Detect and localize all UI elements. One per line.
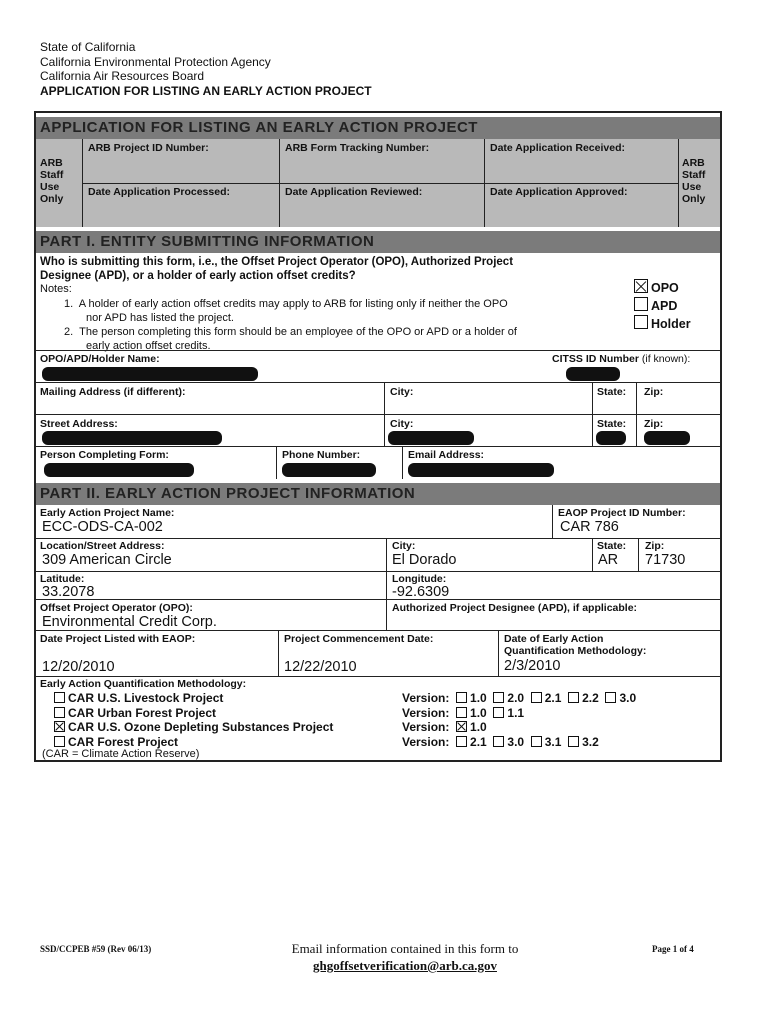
apd-checkbox[interactable] (634, 297, 648, 311)
note-1: 1. A holder of early action offset credits may apply to ARB for listing only if neither the OPO nor APD has listed the project. (64, 298, 508, 324)
opo-option[interactable]: OPO (634, 279, 691, 297)
header-board: California Air Resources Board (40, 69, 205, 83)
ods-v1-0-checkbox[interactable] (456, 721, 467, 732)
note-2: 2. The person completing this form should be an employee of the OPO or APD or a holder of early action offset credits. (64, 326, 517, 352)
redacted-person (44, 463, 194, 477)
version-list (402, 691, 636, 749)
opo-apd-holder-name-label: OPO/APD/Holder Name: (40, 353, 160, 365)
city-label: City: (392, 540, 416, 552)
mailing-address-label: Mailing Address (if different): (40, 386, 186, 398)
methodology-ods[interactable]: CAR U.S. Ozone Depleting Substances Project (54, 720, 333, 735)
forest-v2-1-checkbox[interactable] (456, 736, 467, 747)
part2-title-bar: PART II. EARLY ACTION PROJECT INFORMATION (36, 483, 720, 505)
apd-label: Authorized Project Designee (APD), if applicable: (392, 602, 638, 614)
eaop-id-label: EAOP Project ID Number: (558, 507, 686, 519)
ods-versions: Version: 1.0 (402, 720, 487, 734)
phone-number-label: Phone Number: (282, 449, 361, 461)
commencement-value: 12/22/2010 (284, 659, 357, 675)
staff-use-left-label: ARB Staff Use Only (40, 157, 64, 205)
mailing-city-label: City: (390, 386, 414, 398)
zip-label: Zip: (645, 540, 665, 552)
street-address-label: Street Address: (40, 418, 118, 430)
redacted-phone (282, 463, 376, 477)
redacted-zip (644, 431, 690, 445)
forest-v3-1-checkbox[interactable] (531, 736, 542, 747)
citss-label: CITSS ID Number (if known): (552, 353, 691, 365)
header-agency: California Environmental Protection Agency (40, 54, 271, 69)
mailing-state-label: State: (597, 386, 627, 398)
mailing-zip-label: Zip: (644, 386, 664, 398)
location-label: Location/Street Address: (40, 540, 165, 552)
longitude-value: -92.6309 (392, 584, 450, 600)
opo-label: Offset Project Operator (OPO): (40, 602, 193, 614)
submitter-type-options (634, 279, 691, 333)
street-state-label: State: (597, 418, 627, 430)
livestock-checkbox[interactable] (54, 692, 65, 703)
header-form-title: APPLICATION FOR LISTING AN EARLY ACTION PROJECT (40, 83, 372, 98)
state-label: State: (597, 540, 627, 552)
latitude-value: 33.2078 (42, 584, 95, 600)
methodology-forest[interactable]: CAR Forest Project (54, 735, 333, 750)
header-state: State of California (40, 40, 136, 54)
submitter-question: Who is submitting this form, i.e., the Offset Project Operator (OPO), Authorized Project Designee (APD), or a holder of early action offset credits? (40, 256, 514, 282)
date-eaqm-value: 2/3/2010 (504, 658, 561, 674)
date-listed-value: 12/20/2010 (42, 659, 115, 675)
car-note: (CAR = Climate Action Reserve) (42, 748, 200, 760)
state-value: AR (598, 552, 619, 568)
redacted-city (388, 431, 474, 445)
city-value: El Dorado (392, 552, 457, 568)
livestock-v2-1-checkbox[interactable] (531, 692, 542, 703)
staff-use-right-label: ARB Staff Use Only (682, 157, 706, 205)
livestock-v1-0-checkbox[interactable] (456, 692, 467, 703)
methodology-label: Early Action Quantification Methodology: (40, 678, 247, 690)
forest-versions: Version: 2.1 3.0 3.1 3.2 (402, 734, 599, 749)
application-form (34, 111, 722, 762)
zip-value: 71730 (645, 552, 686, 568)
urban-v1-0-checkbox[interactable] (456, 707, 467, 718)
livestock-versions: Version: 1.0 2.0 2.1 2.2 3.0 (402, 691, 637, 705)
footer-email-instructions: Email information contained in this form to ghgoffsetverification@arb.ca.gov (240, 940, 570, 974)
livestock-v2-0-checkbox[interactable] (493, 692, 504, 703)
project-name-value: ECC-ODS-CA-002 (42, 519, 163, 535)
urban-forest-versions: Version: 1.0 1.1 (402, 705, 525, 720)
forest-v3-0-checkbox[interactable] (493, 736, 504, 747)
date-approved-label: Date Application Approved: (490, 186, 628, 198)
form-title-bar: APPLICATION FOR LISTING AN EARLY ACTION PROJECT (36, 117, 720, 139)
form-number: SSD/CCPEB #59 (Rev 06/13) (40, 944, 152, 954)
redacted-street (42, 431, 222, 445)
livestock-v2-2-checkbox[interactable] (568, 692, 579, 703)
opo-value: Environmental Credit Corp. (42, 614, 217, 630)
eaop-id-value: CAR 786 (560, 519, 619, 535)
holder-checkbox[interactable] (634, 315, 648, 329)
redacted-name (42, 367, 258, 381)
longitude-label: Longitude: (392, 573, 447, 585)
urban-forest-checkbox[interactable] (54, 707, 65, 718)
ods-checkbox[interactable] (54, 721, 65, 732)
apd-option[interactable]: APD (634, 297, 691, 315)
arb-tracking-label: ARB Form Tracking Number: (285, 142, 430, 154)
footer-email-link[interactable]: ghgoffsetverification@arb.ca.gov (313, 958, 497, 973)
date-processed-label: Date Application Processed: (88, 186, 230, 198)
opo-checkbox[interactable] (634, 279, 648, 293)
urban-v1-1-checkbox[interactable] (493, 707, 504, 718)
methodology-list (54, 691, 333, 749)
methodology-livestock[interactable]: CAR U.S. Livestock Project (54, 691, 333, 706)
location-value: 309 American Circle (42, 552, 172, 568)
latitude-label: Latitude: (40, 573, 85, 585)
person-completing-label: Person Completing Form: (40, 449, 169, 461)
email-address-label: Email Address: (408, 449, 485, 461)
arb-project-id-label: ARB Project ID Number: (88, 142, 209, 154)
redacted-state (596, 431, 626, 445)
street-city-label: City: (390, 418, 414, 430)
date-eaqm-label: Date of Early Action Quantification Methodology: (504, 633, 647, 657)
agency-header (40, 40, 372, 98)
livestock-v3-0-checkbox[interactable] (605, 692, 616, 703)
methodology-urban-forest[interactable]: CAR Urban Forest Project (54, 706, 333, 721)
holder-option[interactable]: Holder (634, 315, 691, 333)
project-name-label: Early Action Project Name: (40, 507, 175, 519)
part1-title-bar: PART I. ENTITY SUBMITTING INFORMATION (36, 231, 720, 253)
page-number: Page 1 of 4 (652, 944, 694, 954)
forest-checkbox[interactable] (54, 736, 65, 747)
redacted-email (408, 463, 554, 477)
date-listed-label: Date Project Listed with EAOP: (40, 633, 196, 645)
notes-label: Notes: (40, 283, 72, 295)
date-received-label: Date Application Received: (490, 142, 625, 154)
redacted-citss (566, 367, 620, 381)
street-zip-label: Zip: (644, 418, 664, 430)
commencement-label: Project Commencement Date: (284, 633, 434, 645)
date-reviewed-label: Date Application Reviewed: (285, 186, 423, 198)
forest-v3-2-checkbox[interactable] (568, 736, 579, 747)
